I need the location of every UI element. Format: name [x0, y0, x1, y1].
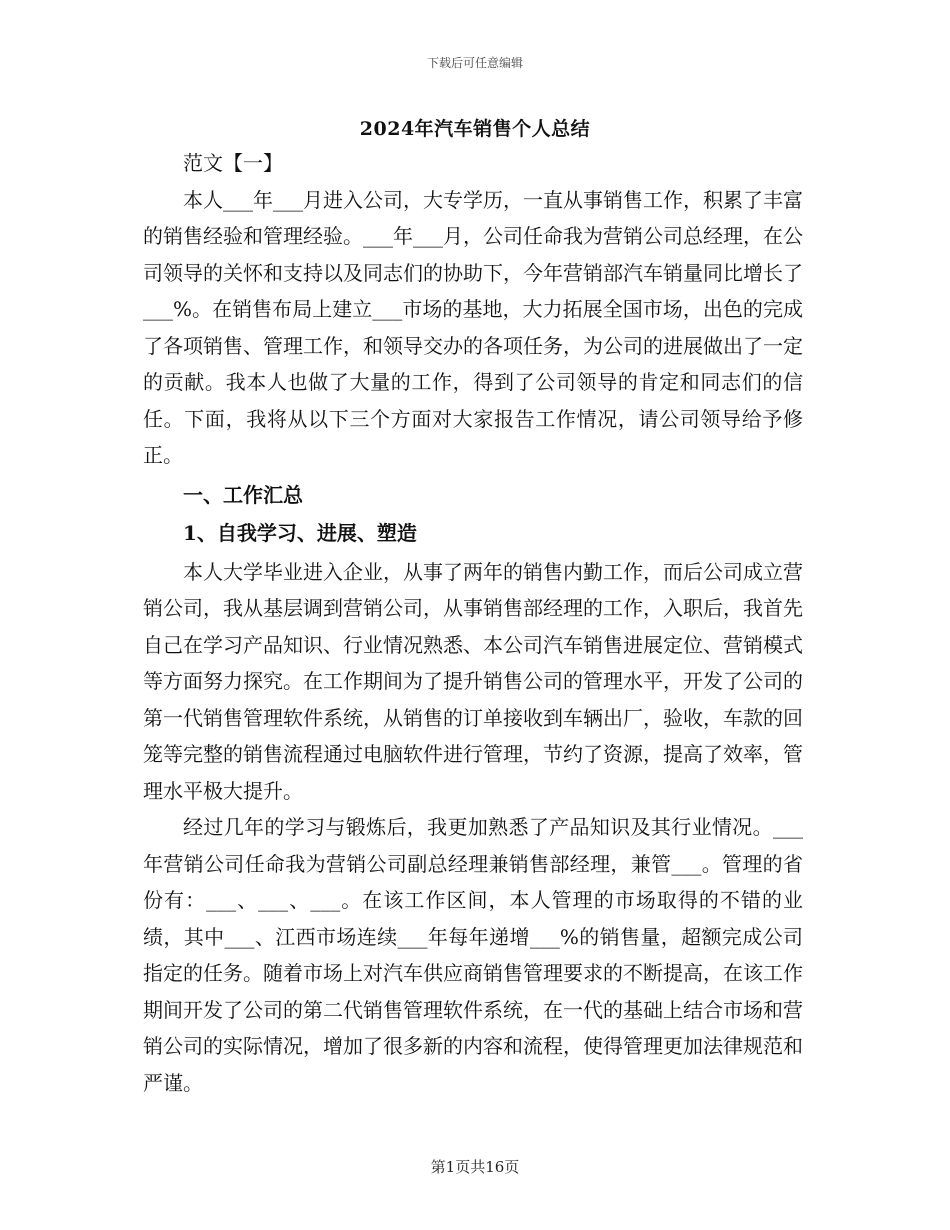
paragraph: 本人大学毕业进入企业，从事了两年的销售内勤工作，而后公司成立营销公司，我从基层调到营销公司，从事销售部经理的工作，入职后，我首先自己在学习产品知识、行业情况熟悉、本公司汽车销售进展定位、营销模式等方面努力探究。在工作期间为了提升销售公司的管理水平，开发了公司的第一代销售管理软件系统，从销售的订单接收到车辆出厂，验收，车款的回笼等完整的销售流程通过电脑软件进行管理，节约了资源，提高了效率，管理水平极大提升。 — [143, 559, 803, 803]
document-title: 2024年汽车销售个人总结 — [359, 118, 591, 140]
page-indicator: 第1页共16页 — [430, 1158, 520, 1176]
document-body — [143, 145, 803, 1101]
paragraph: 本人___年___月进入公司，大专学历，一直从事销售工作，积累了丰富的销售经验和管理经验。___年___月，公司任命我为营销公司总经理，在公司领导的关怀和支持以及同志们的协助下，今年营销部汽车销量同比增长了___%。在销售布局上建立___市场的基地，大力拓展全国市场，出色的完成了各项销售、管理工作，和领导交办的各项任务，为公司的进展做出了一定的贡献。我本人也做了大量的工作，得到了公司领导的肯定和同志们的信任。下面，我将从以下三个方面对大家报告工作情况，请公司领导给予修正。 — [143, 187, 803, 467]
subsection-heading: 1、自我学习、进展、塑造 — [183, 521, 417, 545]
sample-label: 范文【一】 — [183, 151, 283, 175]
paragraph: 经过几年的学习与锻炼后，我更加熟悉了产品知识及其行业情况。___年营销公司任命我为营销公司副总经理兼销售部经理，兼管___。管理的省份有：___、___、___。在该工作区间，本人管理的市场取得的不错的业绩，其中___、江西市场连续___年每年递增___%的销售量，超额完成公司指定的任务。随着市场上对汽车供应商销售管理要求的不断提高，在该工作期间开发了公司的第二代销售管理软件系统，在一代的基础上结合市场和营销公司的实际情况，增加了很多新的内容和流程，使得管理更加法律规范和严谨。 — [143, 815, 803, 1095]
section-heading: 一、工作汇总 — [183, 482, 303, 507]
header-note: 下载后可任意编辑 — [426, 56, 523, 70]
